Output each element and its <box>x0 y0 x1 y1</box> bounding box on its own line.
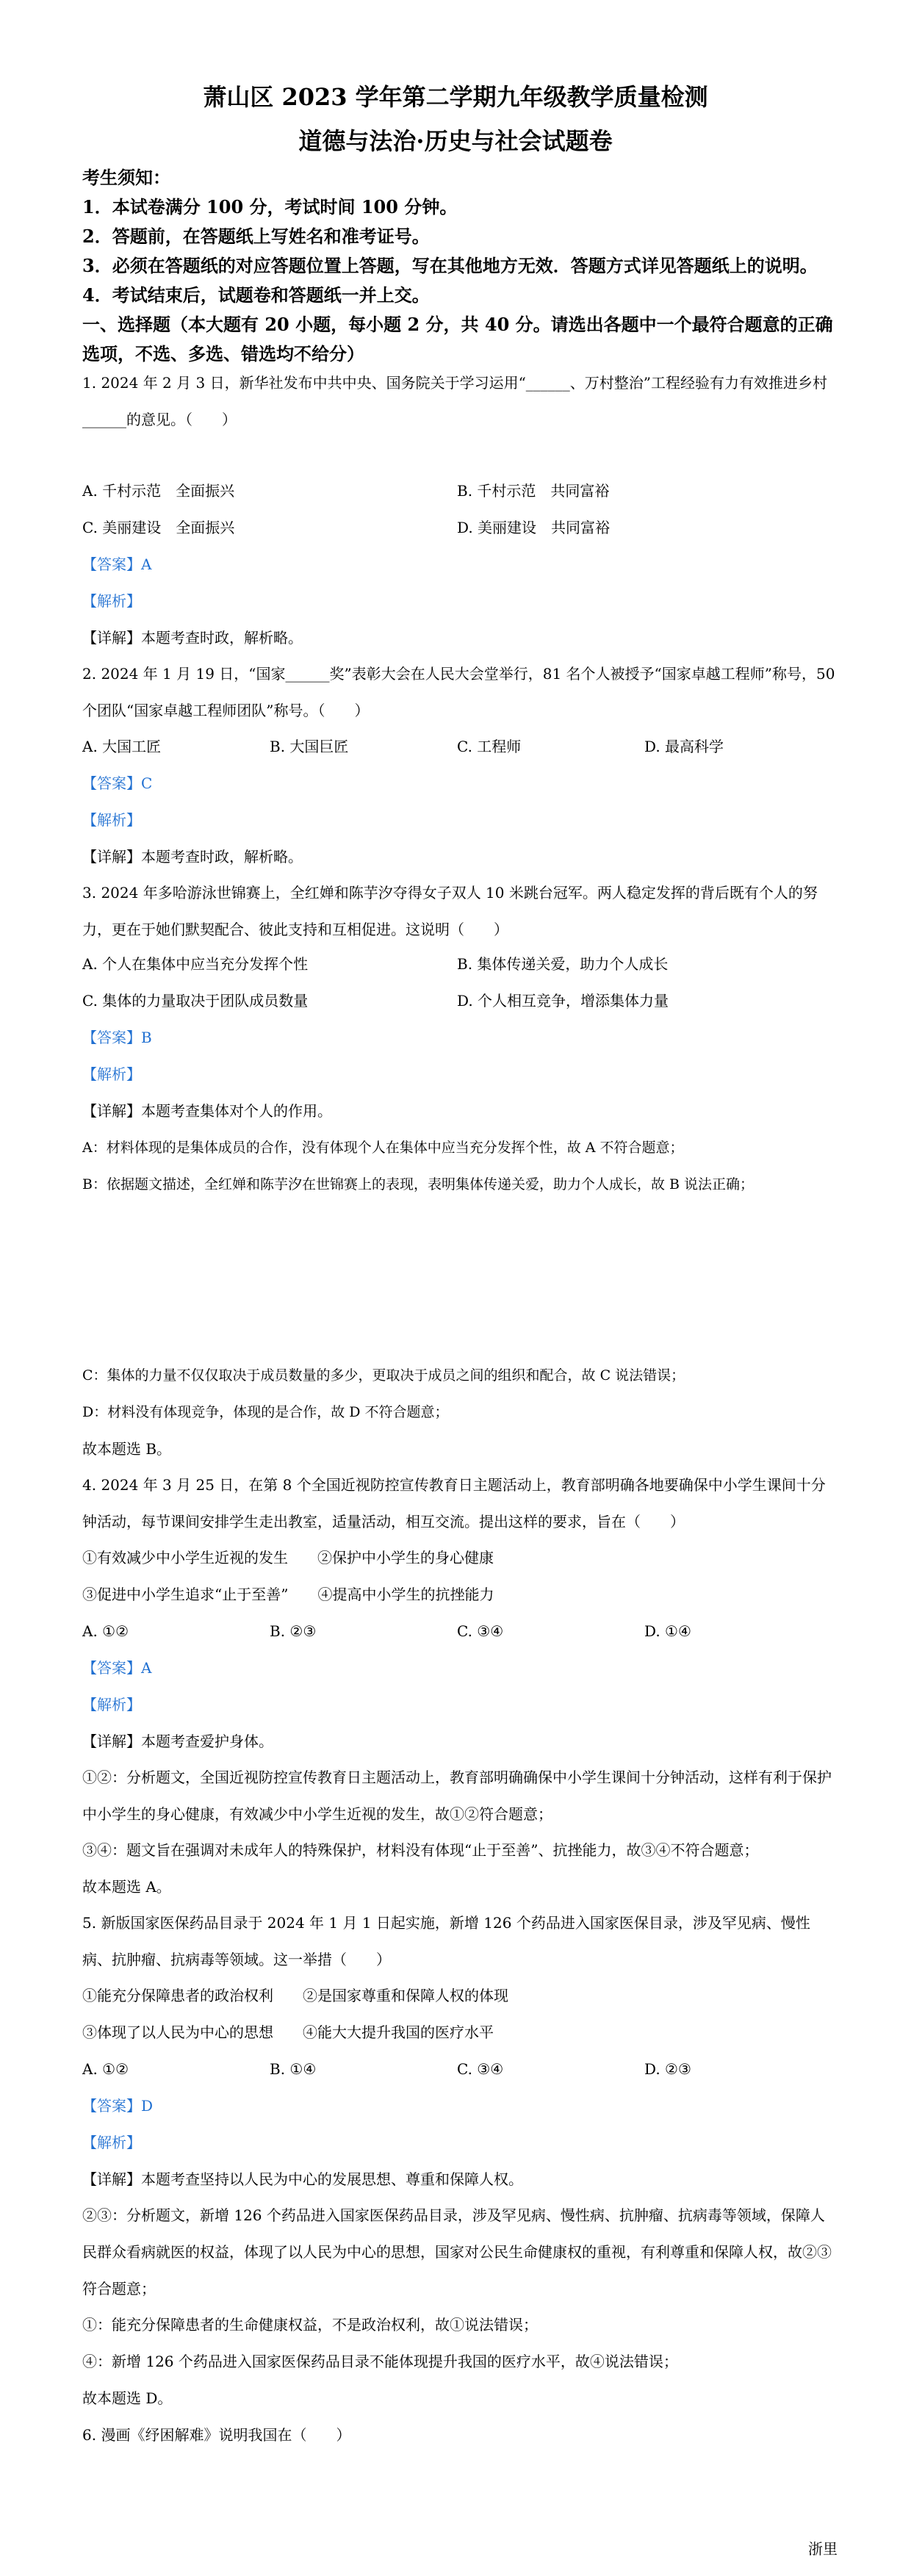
q3-option-b: B. 集体传递关爱，助力个人成长 <box>457 955 669 973</box>
q5-item-line-1: ①能充分保障患者的政治权利 ②是国家尊重和保障人权的体现 <box>82 1987 508 2004</box>
q4-line-1: ①②：分析题文，全国近视防控宣传教育日主题活动上，教育部明确确保中小学生课间十分钟活动，这样有利于保护中小学生的身心健康，有效减少中小学生近视的发生，故①②符合题意； <box>82 1769 832 1823</box>
q2-option-c: C. 工程师 <box>457 738 522 755</box>
notice-item-3: 3．必须在答题纸的对应答题位置上答题，写在其他地方无效．答题方式详见答题纸上的说明。 <box>82 255 818 276</box>
q1-option-a: A. 千村示范 全面振兴 <box>82 482 235 500</box>
exam-subtitle: 道德与法治·历史与社会试题卷 <box>298 127 613 155</box>
q4-line-2: ③④：题文旨在强调对未成年人的特殊保护，材料没有体现“止于至善”、抗挫能力，故③④不符合题意； <box>82 1841 759 1859</box>
section-heading: 一、选择题（本大题有 20 小题，每小题 2 分，共 40 分。请选出各题中一个最符合题意的正确选项，不选、多选、错选均不给分） <box>82 314 833 364</box>
q4-option-c: C. ③④ <box>457 1622 504 1640</box>
q5-line-1: ②③：分析题文，新增 126 个药品进入国家医保药品目录，涉及罕见病、慢性病、抗肿瘤、抗病毒等领域，保障人民群众看病就医的权益，体现了以人民为中心的思想，国家对公民生命健康权的重视，有利尊重和保障人权，故②③符合题意； <box>82 2206 832 2298</box>
question-3-stem: 3. 2024 年多哈游泳世锦赛上，全红婵和陈芋汐夺得女子双人 10 米跳台冠军。两人稳定发挥的背后既有个人的努力，更在于她们默契配合、彼此支持和互相促进。这说明（ ） <box>82 884 818 938</box>
q1-answer: 【答案】A <box>82 555 152 573</box>
notice-heading: 考生须知： <box>82 167 170 188</box>
q4-analysis: 【解析】 <box>82 1696 141 1713</box>
question-5-stem: 5. 新版国家医保药品目录于 2024 年 1 月 1 日起实施，新增 126 个药品进入国家医保目录，涉及罕见病、慢性病、抗肿瘤、抗病毒等领域。这一举措（ ） <box>82 1914 810 1968</box>
q3-answer: 【答案】B <box>82 1029 152 1046</box>
q4-option-a: A. ①② <box>82 1622 129 1640</box>
q2-answer: 【答案】C <box>82 774 153 792</box>
q4-detail: 【详解】本题考查爱护身体。 <box>82 1733 273 1750</box>
q5-item-line-2: ③体现了以人民为中心的思想 ④能大大提升我国的医疗水平 <box>82 2023 494 2041</box>
notice-item-1: 1．本试卷满分 100 分，考试时间 100 分钟。 <box>82 196 458 217</box>
q2-option-d: D. 最高科学 <box>644 738 724 755</box>
q3-detail: 【详解】本题考查集体对个人的作用。 <box>82 1102 332 1120</box>
question-4-stem: 4. 2024 年 3 月 25 日，在第 8 个全国近视防控宣传教育日主题活动上，教育部明确各地要确保中小学生课间十分钟活动，每节课间安排学生走出教室，适量活动，相互交流。提出这样的要求，旨在（ ） <box>82 1476 826 1530</box>
q4-item-line-2: ③促进中小学生追求“止于至善” ④提高中小学生的抗挫能力 <box>82 1586 494 1603</box>
q5-detail: 【详解】本题考查坚持以人民为中心的发展思想、尊重和保障人权。 <box>82 2170 523 2188</box>
q5-option-c: C. ③④ <box>457 2060 504 2078</box>
q5-analysis: 【解析】 <box>82 2134 141 2151</box>
q5-answer: 【答案】D <box>82 2097 154 2115</box>
q1-analysis: 【解析】 <box>82 592 141 610</box>
q5-line-2: ①：能充分保障患者的生命健康权益，不是政治权利，故①说法错误； <box>82 2316 538 2334</box>
q3-analysis: 【解析】 <box>82 1065 141 1083</box>
q3-line-a: A：材料体现的是集体成员的合作，没有体现个人在集体中应当充分发挥个性，故 A 不符合题意； <box>82 1140 684 1156</box>
q5-option-d: D. ②③ <box>644 2060 691 2078</box>
q4-answer: 【答案】A <box>82 1659 152 1677</box>
q4-conclusion: 故本题选 A。 <box>82 1878 171 1896</box>
q4-option-b: B. ②③ <box>270 1622 317 1640</box>
notice-item-2: 2．答题前，在答题纸上写姓名和准考证号。 <box>82 226 430 247</box>
q2-detail: 【详解】本题考查时政，解析略。 <box>82 848 303 866</box>
q3-option-d: D. 个人相互竞争，增添集体力量 <box>457 992 669 1010</box>
question-2-stem: 2. 2024 年 1 月 19 日，“国家______奖”表彰大会在人民大会堂举行，81 名个人被授予“国家卓越工程师”称号，50 个团队“国家卓越工程师团队”称号。（ ） <box>82 665 835 719</box>
q4-item-line-1: ①有效减少中小学生近视的发生 ②保护中小学生的身心健康 <box>82 1549 494 1566</box>
footer-watermark: 浙里 <box>808 2540 838 2558</box>
q1-option-b: B. 千村示范 共同富裕 <box>457 482 610 500</box>
q4-option-d: D. ①④ <box>644 1622 691 1640</box>
q3-line-c: C：集体的力量不仅仅取决于成员数量的多少，更取决于成员之间的组织和配合，故 C 说法错误； <box>82 1367 685 1384</box>
question-1-stem: 1. 2024 年 2 月 3 日，新华社发布中共中央、国务院关于学习运用“______、万村整治”工程经验有力有效推进乡村______的意见。（ ） <box>82 374 828 428</box>
q3-line-d: D：材料没有体现竞争，体现的是合作，故 D 不符合题意； <box>82 1404 449 1420</box>
q1-option-d: D. 美丽建设 共同富裕 <box>457 519 611 536</box>
q5-conclusion: 故本题选 D。 <box>82 2389 173 2407</box>
q5-line-3: ④：新增 126 个药品进入国家医保药品目录不能体现提升我国的医疗水平，故④说法错误； <box>82 2353 678 2370</box>
q2-option-b: B. 大国巨匠 <box>270 738 349 755</box>
q5-option-b: B. ①④ <box>270 2060 317 2078</box>
q1-option-c: C. 美丽建设 全面振兴 <box>82 519 235 536</box>
q3-line-b: B：依据题文描述，全红婵和陈芋汐在世锦赛上的表现，表明集体传递关爱，助力个人成长，故 B 说法正确； <box>82 1176 755 1192</box>
q2-option-a: A. 大国工匠 <box>82 738 162 755</box>
q3-option-c: C. 集体的力量取决于团队成员数量 <box>82 992 309 1010</box>
q2-analysis: 【解析】 <box>82 811 141 829</box>
question-6-stem: 6. 漫画《纾困解难》说明我国在（ ） <box>82 2426 351 2444</box>
q3-option-a: A. 个人在集体中应当充分发挥个性 <box>82 955 309 973</box>
notice-item-4: 4．考试结束后，试题卷和答题纸一并上交。 <box>82 284 430 306</box>
q1-detail: 【详解】本题考查时政，解析略。 <box>82 629 303 647</box>
q3-conclusion: 故本题选 B。 <box>82 1440 172 1458</box>
q5-option-a: A. ①② <box>82 2060 129 2078</box>
exam-title: 萧山区 2023 学年第二学期九年级教学质量检测 <box>203 83 708 111</box>
